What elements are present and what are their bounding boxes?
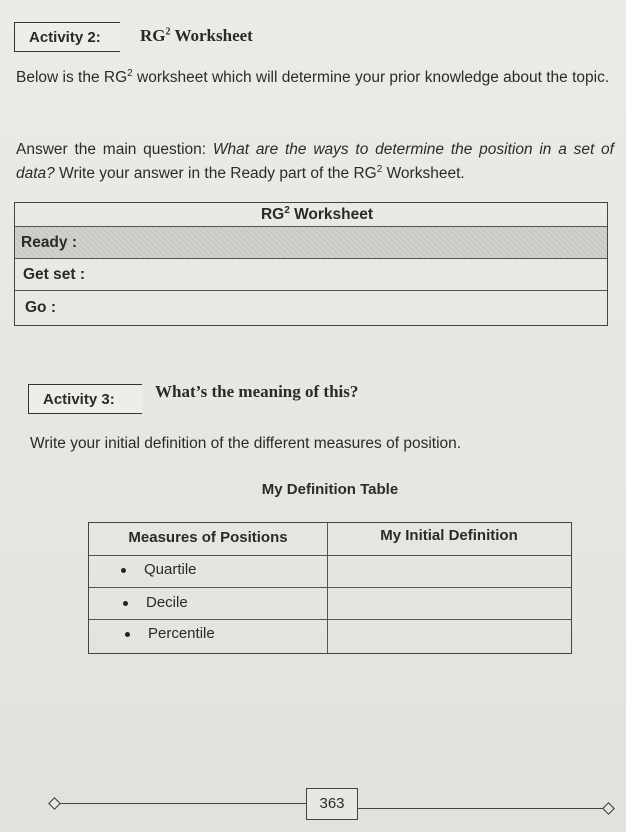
activity-2-title: $RG^2$ Worksheet [140,26,253,45]
activity-3-title: What’s the meaning of this? [155,382,359,401]
ready-label: Ready : [21,234,77,251]
definition-table-caption: My Definition Table [261,481,399,498]
activity-2-label [14,22,120,52]
page-number: 363 [306,788,358,820]
table-row-percentile: Percentile [125,619,327,651]
header-measures-of-positions: Measures of Positions [128,529,288,546]
worksheet-ready-row[interactable] [15,227,607,259]
table-row-decile: Decile [123,587,327,619]
bullet-icon [125,632,130,637]
bullet-icon [121,568,126,573]
footer-rule-left [58,803,306,804]
activity-3-label-text: Activity 3: [43,391,115,408]
activity-2-label-text: Activity 2: [29,29,101,46]
go-label: Go : [25,299,56,316]
diamond-ornament-icon [602,802,615,815]
worksheet-go-row[interactable] [15,291,607,325]
activity-3-instruction: Write your initial definition of the different measures of position. [30,435,462,452]
header-my-initial-definition: My Initial Definition [380,527,518,544]
activity-3-label [28,384,142,414]
definition-cell-quartile[interactable] [329,556,571,587]
worksheet-get-set-row[interactable] [15,259,607,291]
bullet-icon [123,601,128,606]
intro-paragraph: Below is the $RG^2$ worksheet which will determine your prior knowledge about the topic. [16,67,610,86]
definition-cell-decile[interactable] [329,588,571,619]
instruction-paragraph: Answer the main question: What are the ways to determine the position in a set of data? Write your answer in the Ready part of the $RG^2$ Worksheet. [16,141,614,182]
worksheet-title-row: $RG^2$ Worksheet [15,203,607,227]
definition-cell-percentile[interactable] [329,620,571,651]
get-set-label: Get set : [23,266,86,283]
footer-rule-right [358,808,608,809]
table-row-quartile: Quartile [121,555,327,587]
diamond-ornament-icon [48,797,61,810]
definition-table [88,522,572,654]
rg2-worksheet-table [14,202,608,326]
